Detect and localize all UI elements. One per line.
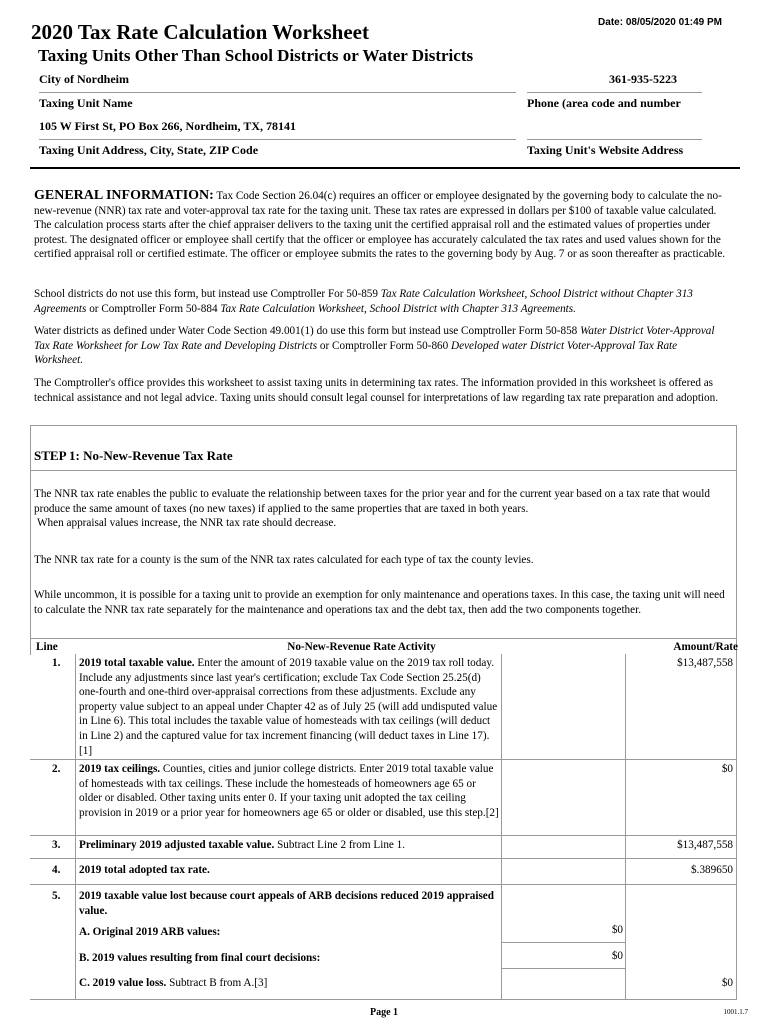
website-label: Taxing Unit's Website Address xyxy=(527,143,684,157)
p3-form-860: Developed water District Voter-Approval Tax Rate Worksheet. xyxy=(34,339,678,367)
col-header-activity: No-New-Revenue Rate Activity xyxy=(287,641,436,653)
p2-text-c: or Comptroller Form 50-884 xyxy=(86,302,221,315)
row-4-bottom xyxy=(30,884,737,885)
row-5b-value: $0 xyxy=(611,950,623,962)
general-info-text: Tax Code Section 26.04(c) requires an officer or employee designated by the governing body to calculate the no-new-revenue (NNR) tax rate and voter-approval tax rate for the taxing unit. These tax rates are expressed in dollars per $100 of taxable value calculated. The calculation process starts after the chief appraiser delivers to the taxing unit the certified appraisal roll and the estimated values of properties under protest. The designated officer or employee shall certify that the officer or employee has accurately calculated the tax rates and used values shown for the certified appraisal roll or certified estimate. The officer or employee submits the rates to the governing body by Aug. 7 or as soon thereafter as practicable. xyxy=(34,190,726,261)
general-info-p4: The Comptroller's office provides this worksheet to assist taxing units in determining tax rates. The information provided in this worksheet is offered as technical assistance and not legal advice. Taxing units should consult legal counsel for interpretations of law regarding tax rate preparation and adoption. xyxy=(34,377,719,404)
row-1-line: 1. xyxy=(52,657,61,669)
date-stamp: Date: 08/05/2020 01:49 PM xyxy=(598,17,722,28)
table-top-border xyxy=(30,638,737,639)
col-divider-3 xyxy=(625,654,626,1000)
col-divider-4 xyxy=(736,654,737,1000)
row-2-amount: $0 xyxy=(721,763,733,775)
row-2-title: 2019 tax ceilings. xyxy=(79,763,161,775)
row-4-activity xyxy=(79,863,500,878)
form-code: 1001.1.7 xyxy=(723,1008,748,1016)
page-subtitle: Taxing Units Other Than School Districts or Water Districts xyxy=(38,46,474,65)
general-info-p2 xyxy=(34,287,728,316)
col-header-amount: Amount/Rate xyxy=(673,641,738,653)
step1-p1b-text: When appraisal values increase, the NNR tax rate should decrease. xyxy=(37,517,337,530)
phone-underline xyxy=(527,92,702,93)
address-value: 105 W First St, PO Box 266, Nordheim, TX, 78141 xyxy=(39,119,297,133)
row-3-line: 3. xyxy=(52,839,61,851)
row-2-desc: Counties, cities and junior college districts. Enter 2019 total taxable value of homesteads with tax ceilings. These include the homesteads of homeowners age 65 or older or disabled. Other taxing units enter 0. If your taxing unit adopted the tax ceiling provision in 2019 or a prior year for homeowners age 65 or older or disabled, use this step.[2] xyxy=(79,763,499,819)
step1-p3: While uncommon, it is possible for a taxing unit to provide an exemption for only maintenance and operations taxes. In this case, the taxing unit will need to calculate the NNR tax rate separately for the maintenance and operations tax and the debt tax, then add the two components together. xyxy=(34,589,725,616)
row-2-activity xyxy=(79,762,500,820)
general-info-heading: GENERAL INFORMATION: xyxy=(34,188,214,203)
address-label: Taxing Unit Address, City, State, ZIP Code xyxy=(39,143,259,157)
p3-form-858: Water District Voter-Approval Tax Rate Worksheet for Low Tax Rate and Developing Districts xyxy=(34,325,715,352)
phone-value: 361-935-5223 xyxy=(609,72,677,86)
p3-text-a: Water districts as defined under Water Code Section 49.001(1) do use this form but instead use Comptroller Form 50-858 xyxy=(34,325,581,337)
row-5-line: 5. xyxy=(52,890,61,902)
row-5c-desc: Subtract B from A.[3] xyxy=(166,977,268,989)
row-1-desc: Enter the amount of 2019 taxable value on the 2019 tax roll today. Include any adjustments since last year's certification; exclude Tax Code Section 25.25(d) one-fourth and one-third over-appraisal corrections from these adjustments. Exclude any property value subject to an appeal under Chapter 42 as of July 25 (will add undisputed value in Line 6). This total includes the taxable value of homesteads with tax ceilings (will deduct in Line 2) and the captured value for tax increment financing (will deduct taxes in Line 17).[1] xyxy=(79,657,498,757)
phone-label: Phone (area code and number xyxy=(527,96,681,110)
row-3-activity xyxy=(79,838,500,853)
row-4-line: 4. xyxy=(52,864,61,876)
p2-form-884: Tax Rate Calculation Worksheet, School District with Chapter 313 Agreements. xyxy=(220,302,576,315)
page-title: 2020 Tax Rate Calculation Worksheet xyxy=(31,20,369,44)
taxing-unit-name-value: City of Nordheim xyxy=(39,72,129,86)
col-divider-2 xyxy=(501,654,502,1000)
row-5b-underline xyxy=(501,968,625,969)
table-bottom-border xyxy=(30,999,737,1000)
row-5c-amount: $0 xyxy=(721,977,733,989)
row-5b-label: B. 2019 values resulting from final court decisions: xyxy=(79,952,321,964)
step1-heading: STEP 1: No-New-Revenue Tax Rate xyxy=(34,448,233,463)
step1-left-border xyxy=(30,425,31,655)
row-2-line: 2. xyxy=(52,763,61,775)
row-5c-title: C. 2019 value loss. xyxy=(79,977,167,989)
step1-p1 xyxy=(34,487,728,531)
name-underline xyxy=(39,92,516,93)
general-info-p3 xyxy=(34,324,728,368)
row-3-amount: $13,487,558 xyxy=(677,839,733,851)
general-info-p1 xyxy=(34,189,728,262)
step1-top-border xyxy=(30,425,737,426)
p3-text-c: or Comptroller Form 50-860 xyxy=(317,339,452,352)
website-underline xyxy=(527,139,702,140)
step1-p1-text: The NNR tax rate enables the public to evaluate the relationship between taxes for the prior year and for the current year based on a tax rate that would produce the same amount of taxes (no new taxes) if applied to the same properties that are taxed in both years. xyxy=(34,488,710,515)
row-1-activity xyxy=(79,656,500,758)
row-5a-label: A. Original 2019 ARB values: xyxy=(79,926,221,938)
step1-heading-divider xyxy=(30,470,737,471)
col-header-line: Line xyxy=(36,641,58,653)
row-3-bottom xyxy=(30,858,737,859)
taxing-unit-name-label: Taxing Unit Name xyxy=(39,96,133,110)
row-2-bottom xyxy=(30,835,737,836)
row-4-amount: $.389650 xyxy=(691,864,733,876)
row-5-title: 2019 taxable value lost because court appeals of ARB decisions reduced 2019 appraised value. xyxy=(79,890,494,917)
row-3-desc: Subtract Line 2 from Line 1. xyxy=(274,839,406,851)
step1-p2: The NNR tax rate for a county is the sum of the NNR tax rates calculated for each type of tax the county levies. xyxy=(34,554,534,566)
row-1-bottom xyxy=(30,759,737,760)
row-1-title: 2019 total taxable value. xyxy=(79,657,195,669)
row-5a-underline xyxy=(501,942,625,943)
col-divider-1 xyxy=(75,654,76,1000)
step1-right-border xyxy=(736,425,737,655)
p2-text-a: School districts do not use this form, but instead use Comptroller For 50-859 xyxy=(34,288,381,300)
row-4-title: 2019 total adopted tax rate. xyxy=(79,864,210,876)
page-number: Page 1 xyxy=(370,1007,399,1018)
row-1-amount: $13,487,558 xyxy=(677,657,733,669)
row-3-title: Preliminary 2019 adjusted taxable value. xyxy=(79,839,275,851)
p2-form-859: Tax Rate Calculation Worksheet, School District without Chapter 313 Agreements xyxy=(34,288,693,315)
row-5c-activity xyxy=(79,976,500,991)
row-5a-value: $0 xyxy=(611,924,623,936)
address-underline xyxy=(39,139,516,140)
header-divider xyxy=(30,167,740,169)
